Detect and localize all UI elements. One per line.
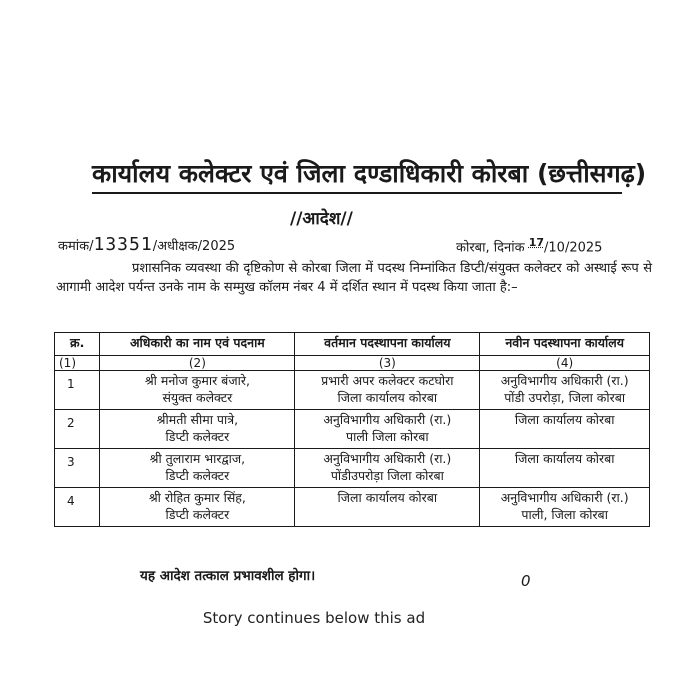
current-office-line: पोंडीउपरोड़ा जिला कोरबा [330, 468, 444, 483]
table-header-row [55, 333, 650, 356]
office-title: कार्यालय कलेक्टर एवं जिला दण्डाधिकारी कोरबा (छत्तीसगढ़) [92, 156, 622, 194]
order-body: प्रशासनिक व्यवस्था की दृष्टिकोण से कोरबा जिला में पदस्थ निम्नांकित डिप्टी/संयुक्त कलेक्टर को अस्थाई रूप से आगामी आदेश पर्यन्त उनके नाम के सम्मुख कॉलम नंबर 4 में दर्शित स्थान में पदस्थ किया जाता है:– [56, 261, 652, 295]
new-office-cell [480, 410, 650, 449]
officer-designation: डिप्टी कलेक्टर [165, 507, 230, 522]
ad-notice: Story continues below this ad [202, 609, 426, 627]
date-rest: /10/2025 [544, 240, 603, 256]
new-office-cell [480, 488, 650, 527]
current-office-cell [295, 449, 480, 488]
date-day: 17 [528, 236, 545, 249]
officer-name: श्री मनोज कुमार बंजारे, [144, 373, 250, 388]
reference-prefix: कमांक/ [58, 239, 94, 254]
officer-designation: डिप्टी कलेक्टर [165, 468, 230, 483]
handwritten-mark: 0 [521, 572, 531, 590]
officer-designation: संयुक्त कलेक्टर [162, 390, 233, 405]
serial-number: 4 [55, 488, 100, 527]
new-office-line: पोंडी उपरोड़ा, जिला कोरबा [504, 390, 626, 405]
new-office-cell [480, 371, 650, 410]
header-officer: अधिकारी का नाम एवं पदनाम [100, 333, 295, 356]
new-office-line: पाली, जिला कोरबा [521, 507, 608, 522]
table-row [55, 449, 650, 488]
current-office-line: अनुविभागीय अधिकारी (रा.) [323, 412, 452, 427]
place-date-prefix: कोरबा, दिनांक [456, 240, 525, 256]
column-number: (4) [480, 356, 650, 371]
column-number-row [55, 356, 650, 371]
postings-table [54, 332, 650, 527]
officer-cell [100, 488, 295, 527]
current-office-line: अनुविभागीय अधिकारी (रा.) [323, 451, 452, 466]
header-current-office: वर्तमान पदस्थापना कार्यालय [295, 333, 480, 356]
effective-note: यह आदेश तत्काल प्रभावशील होगा। [140, 568, 316, 584]
new-office-line: जिला कार्यालय कोरबा [514, 451, 615, 466]
current-office-line: जिला कार्यालय कोरबा [337, 490, 438, 505]
column-number: (3) [295, 356, 480, 371]
serial-number: 3 [55, 449, 100, 488]
header-new-office: नवीन पदस्थापना कार्यालय [480, 333, 650, 356]
officer-name: श्रीमती सीमा पात्रे, [156, 412, 239, 427]
column-number: (2) [100, 356, 295, 371]
officer-name: श्री तुलाराम भारद्वाज, [149, 451, 246, 466]
current-office-cell [295, 371, 480, 410]
serial-number: 1 [55, 371, 100, 410]
new-office-line: जिला कार्यालय कोरबा [514, 412, 615, 427]
new-office-cell [480, 449, 650, 488]
serial-number: 2 [55, 410, 100, 449]
current-office-line: पाली जिला कोरबा [346, 429, 429, 444]
reference-suffix: /अधीक्षक/2025 [152, 239, 236, 254]
header-serial: क्र. [55, 333, 100, 356]
current-office-line: जिला कार्यालय कोरबा [337, 390, 438, 405]
column-number: (1) [55, 356, 100, 371]
table-row [55, 488, 650, 527]
order-heading: //आदेश// [290, 209, 353, 229]
current-office-cell [295, 410, 480, 449]
reference-serial: 13351 [93, 234, 153, 255]
officer-designation: डिप्टी कलेक्टर [165, 429, 230, 444]
reference-number [58, 234, 235, 255]
officer-name: श्री रोहित कुमार सिंह, [148, 490, 246, 505]
place-and-date [456, 236, 602, 255]
officer-cell [100, 371, 295, 410]
new-office-line: अनुविभागीय अधिकारी (रा.) [500, 373, 629, 388]
table-row [55, 410, 650, 449]
officer-cell [100, 410, 295, 449]
officer-cell [100, 449, 295, 488]
new-office-line: अनुविभागीय अधिकारी (रा.) [500, 490, 629, 505]
current-office-cell [295, 488, 480, 527]
current-office-line: प्रभारी अपर कलेक्टर कटघोरा [321, 373, 454, 388]
table-row [55, 371, 650, 410]
